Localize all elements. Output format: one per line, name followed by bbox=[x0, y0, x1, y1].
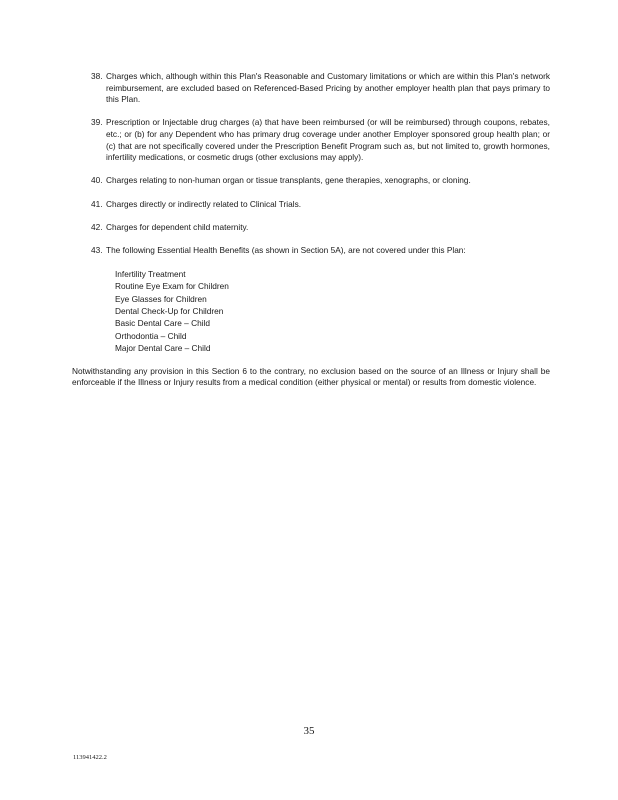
exclusion-item-40 bbox=[72, 175, 550, 187]
exclusion-item-42 bbox=[72, 222, 550, 234]
item-text: The following Essential Health Benefits (as shown in Section 5A), are not covered under this Plan: bbox=[106, 244, 466, 255]
item-number: 39. bbox=[91, 117, 103, 128]
item-text: Charges for dependent child maternity. bbox=[106, 221, 249, 232]
list-item bbox=[108, 305, 550, 317]
list-item bbox=[108, 268, 550, 280]
list-item-label: Eye Glasses for Children bbox=[115, 293, 207, 304]
list-item bbox=[108, 280, 550, 292]
list-item-label: Dental Check-Up for Children bbox=[115, 305, 224, 316]
list-item bbox=[108, 317, 550, 329]
item-number: 43. bbox=[91, 244, 103, 255]
list-item-label: Orthodontia – Child bbox=[115, 330, 187, 341]
item-number: 40. bbox=[91, 175, 103, 186]
essential-benefits-list bbox=[72, 268, 550, 354]
item-number: 38. bbox=[91, 71, 103, 81]
list-item-label: Major Dental Care – Child bbox=[115, 342, 211, 353]
item-number: 41. bbox=[91, 198, 103, 209]
list-item bbox=[108, 293, 550, 305]
page-number: 35 bbox=[303, 725, 315, 737]
list-item-label: Basic Dental Care – Child bbox=[115, 318, 210, 329]
exclusion-item-43 bbox=[72, 245, 550, 257]
list-item bbox=[108, 342, 550, 354]
item-text: Charges directly or indirectly related to Clinical Trials. bbox=[106, 198, 302, 209]
item-number: 42. bbox=[91, 221, 103, 232]
closing-paragraph: Notwithstanding any provision in this Section 6 to the contrary, no exclusion based on the source of an Illness or Injury shall be enforceable if the Illness or Injury results from a medical condition (either physical or mental) or results from domestic violence. bbox=[72, 365, 550, 388]
list-item bbox=[108, 330, 550, 342]
item-text: Prescription or Injectable drug charges (a) that have been reimbursed (or will be reimbursed) through coupons, rebates, etc.; or (b) for any Dependent who has primary drug coverage under another Employer sponsored group health plan; or (c) that are not specifically covered under the Prescription Benefit Program such as, but not limited to, growth hormones, infertility medications, or cosmetic drugs (other exclusions may apply). bbox=[106, 117, 550, 163]
exclusion-item-38 bbox=[72, 71, 550, 106]
exclusion-item-39 bbox=[72, 117, 550, 163]
list-item-label: Routine Eye Exam for Children bbox=[115, 281, 229, 292]
exclusions-content bbox=[72, 71, 550, 397]
item-text: Charges relating to non-human organ or tissue transplants, gene therapies, xenographs, or cloning. bbox=[106, 175, 471, 186]
list-item-label: Infertility Treatment bbox=[115, 269, 186, 280]
document-id: 113941422.2 bbox=[73, 754, 107, 761]
exclusion-item-41 bbox=[72, 199, 550, 211]
item-text: Charges which, although within this Plan's Reasonable and Customary limitations or which are within this Plan's network reimbursement, are excluded based on Referenced-Based Pricing by another employer health plan that pays primary to this Plan. bbox=[106, 71, 550, 105]
